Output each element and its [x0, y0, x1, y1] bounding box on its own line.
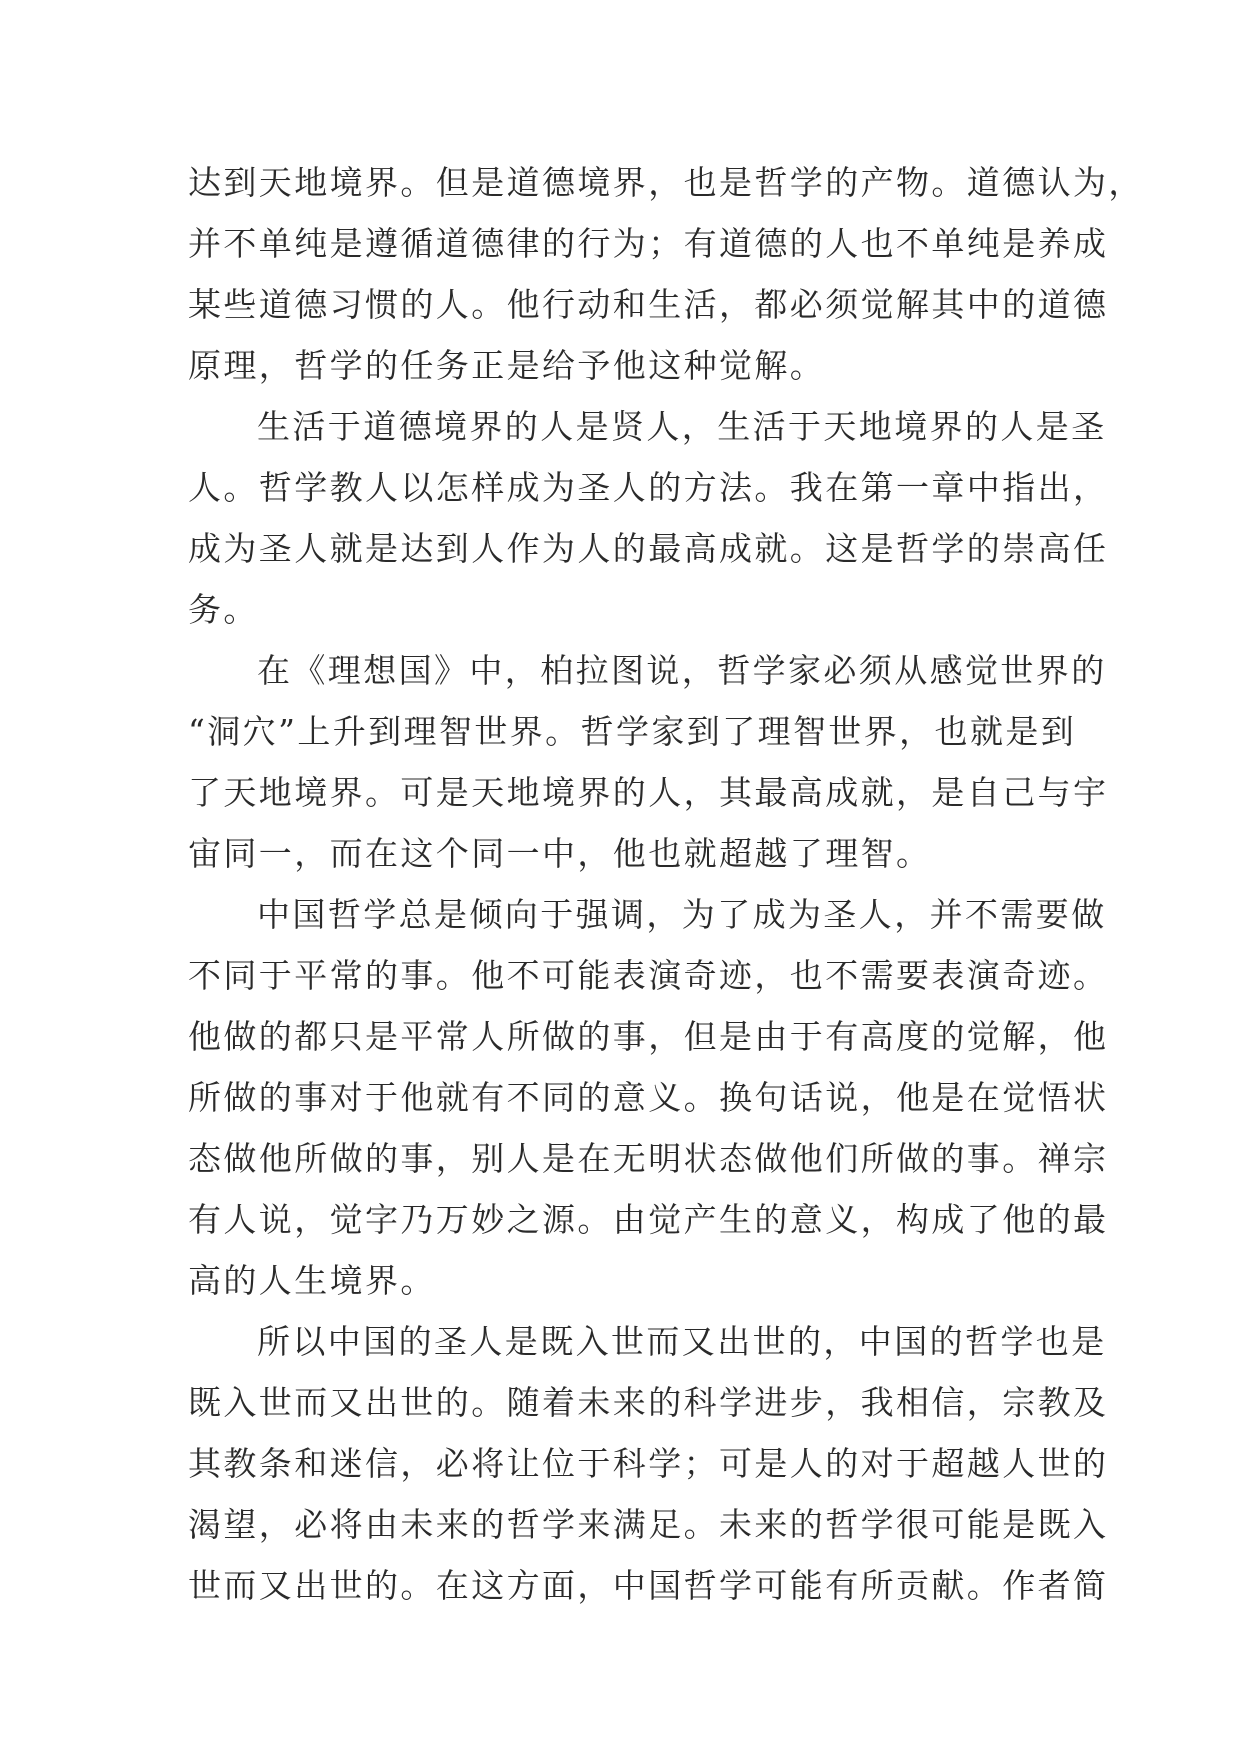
text-line: 所做的事对于他就有不同的意义。换句话说，他是在觉悟状	[188, 1078, 1109, 1117]
text-line: 并不单纯是遵循道德律的行为；有道德的人也不单纯是养成	[188, 224, 1109, 263]
text-line: 不同于平常的事。他不可能表演奇迹，也不需要表演奇迹。	[188, 956, 1109, 995]
text-line: 渴望，必将由未来的哲学来满足。未来的哲学很可能是既入	[188, 1505, 1109, 1544]
text-line: 高的人生境界。	[188, 1261, 436, 1300]
text-line: 宙同一，而在这个同一中，他也就超越了理智。	[188, 834, 932, 873]
body-text	[188, 152, 1144, 1616]
text-line: “洞穴”上升到理智世界。哲学家到了理智世界，也就是到	[188, 712, 1077, 751]
text-line: 原理，哲学的任务正是给予他这种觉解。	[188, 346, 826, 385]
text-line: 了天地境界。可是天地境界的人，其最高成就，是自己与宇	[188, 773, 1109, 812]
text-line: 某些道德习惯的人。他行动和生活，都必须觉解其中的道德	[188, 285, 1109, 324]
text-line: 成为圣人就是达到人作为人的最高成就。这是哲学的崇高任	[188, 529, 1109, 568]
text-line: 人。哲学教人以怎样成为圣人的方法。我在第一章中指出，	[188, 468, 1109, 507]
text-line: 既入世而又出世的。随着未来的科学进步，我相信，宗教及	[188, 1383, 1109, 1422]
text-line: 他做的都只是平常人所做的事，但是由于有高度的觉解，他	[188, 1017, 1109, 1056]
text-line: 其教条和迷信，必将让位于科学；可是人的对于超越人世的	[188, 1444, 1109, 1483]
text-line: 态做他所做的事，别人是在无明状态做他们所做的事。禅宗	[188, 1139, 1109, 1178]
text-line: 所以中国的圣人是既入世而又出世的，中国的哲学也是	[257, 1322, 1107, 1361]
text-line: 中国哲学总是倾向于强调，为了成为圣人，并不需要做	[257, 895, 1107, 934]
text-line: 世而又出世的。在这方面，中国哲学可能有所贡献。作者简	[188, 1566, 1109, 1605]
text-line: 有人说，觉字乃万妙之源。由觉产生的意义，构成了他的最	[188, 1200, 1109, 1239]
text-line: 生活于道德境界的人是贤人，生活于天地境界的人是圣	[257, 407, 1107, 446]
text-line: 达到天地境界。但是道德境界，也是哲学的产物。道德认为，	[188, 163, 1144, 202]
text-line: 在《理想国》中，柏拉图说，哲学家必须从感觉世界的	[257, 651, 1107, 690]
text-line: 务。	[188, 590, 259, 629]
